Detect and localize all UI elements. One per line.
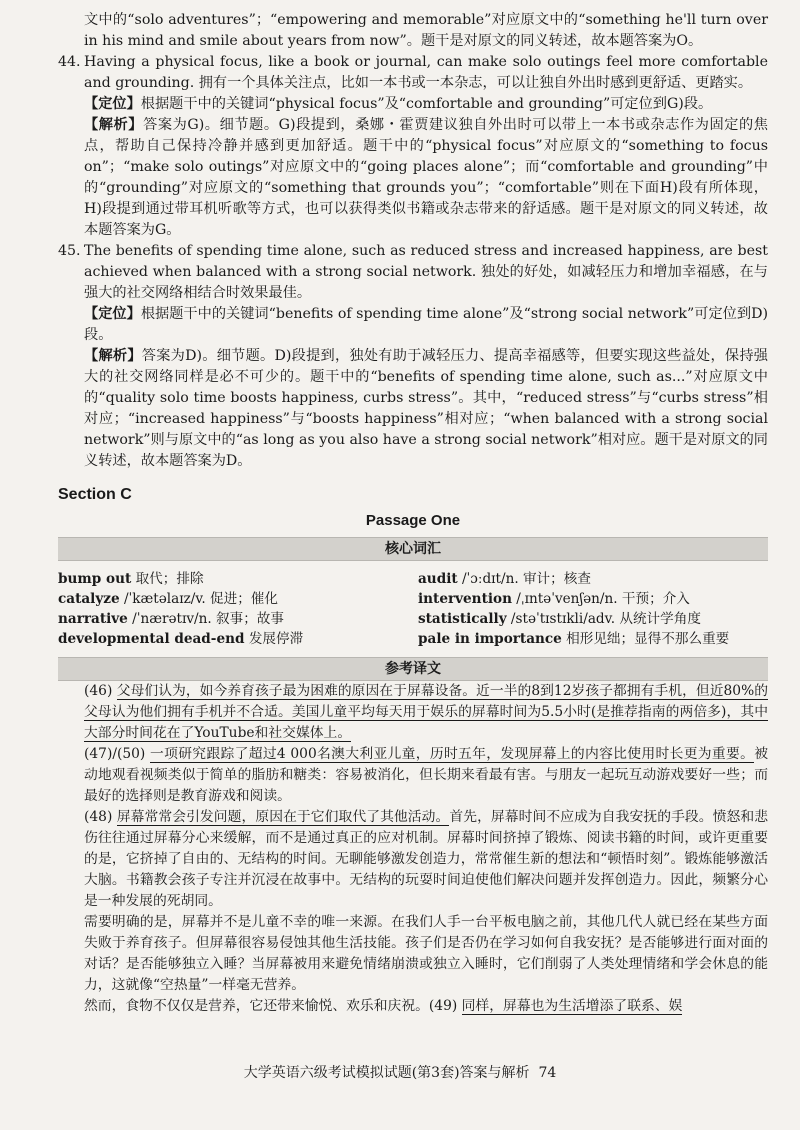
vocab-def: /ˌɪntəˈvenʃən/n. 干预；介入 [516, 591, 690, 607]
vocab-item [58, 569, 408, 589]
q44-analysis-text: 答案为G)。细节题。G)段提到，桑娜・霍贾建议独自外出时可以带上一本书或杂志作为固定的焦点，帮助自己保持冷静并感到更加舒适。题干中的“physical focus”对应原文的“something to focus on”；“make solo outings”对应原文中的“going places alone”；而“comfortable and grounding”中的“grounding”对应原文的“something that grounds you”；“comfortable”则在下面H)段有所体现，H)段提到通过带耳机听歌等方式，也可以获得类似书籍或杂志带来的舒适感。题干是对原文的同义转述，故本题答案为G。 [84, 117, 768, 238]
trans-p1-underlined: 父母们认为，如今养育孩子最为困难的原因在于屏幕设备。近一半的8到12岁孩子都拥有手机，但近80%的父母认为他们拥有手机并不合适。美国儿童平均每天用于娱乐的屏幕时间为5.5小时(是推荐指南的两倍多)，其中大部分时间花在了YouTube和社交媒体上。 [84, 683, 769, 741]
trans-p3-text: 首先，屏幕时间不应成为自我安抚的手段。愤怒和悲伤往往通过屏幕分心来缓解，而不是通过真正的应对机制。屏幕时间挤掉了锻炼、阅读书籍的时间，或许更重要的是，它挤掉了自由的、无结构的时间。无聊能够激发创造力，常常催生新的想法和“顿悟时刻”。锻炼能够激活大脑。书籍教会孩子专注并沉浸在故事中。无结构的玩耍时间迫使他们解决问题并发挥创造力。因此，频繁分心是一种发展的死胡同。 [84, 809, 769, 909]
q44-number: 44. [58, 54, 81, 70]
vocab-def: /stəˈtɪstɪkli/adv. 从统计学角度 [510, 611, 701, 627]
vocab-item [418, 589, 768, 609]
vocab-list [58, 569, 768, 649]
vocab-item [58, 609, 408, 629]
vocab-word: narrative [58, 611, 128, 627]
trans-para-4: 需要明确的是，屏幕并不是儿童不幸的唯一来源。在我们人手一台平板电脑之前，其他几代人就已经在某些方面失败于养育孩子。但屏幕很容易侵蚀其他生活技能。孩子们是否仍在学习如何自我安抚？是否能够进行面对面的对话？是否能够独立入睡？当屏幕被用来避免情绪崩溃或独立入睡时，它们削弱了人类处理情绪和学会休息的能力，这就像“空热量”一样毫无营养。 [84, 914, 768, 993]
vocab-word: bump out [58, 571, 132, 587]
vocab-def: /ˈkætəlaɪz/v. 促进；催化 [123, 591, 278, 607]
trans-p5-number: (49) [428, 998, 458, 1014]
vocab-def: 取代；排除 [135, 571, 204, 587]
trans-para-1 [58, 681, 768, 744]
trans-p2-number: (47)/(50) [84, 746, 146, 762]
q45-analysis [58, 346, 768, 472]
trans-p2-text: 被动地观看视频类似于简单的脂肪和糖类：容易被消化，但长期来看最有害。与朋友一起玩互动游戏要好一些；而最好的选择则是教育游戏和阅读。 [84, 746, 769, 804]
footer-title: 大学英语六级考试模拟试题(第3套)答案与解析 [243, 1065, 530, 1081]
vocab-def: 相形见绌；显得不那么重要 [566, 631, 730, 647]
vocab-word: statistically [418, 611, 507, 627]
q44-stem: Having a physical focus, like a book or journal, can make solo outings feel more comfortable and grounding. 拥有一个具体关注点，比如一本书或一本杂志，可以让独自外出时感到更舒适、更踏实。 [84, 54, 768, 91]
q44-locate-tag: 【定位】 [84, 96, 141, 112]
vocab-def: /ˈnærətɪv/n. 叙事；故事 [132, 611, 284, 627]
q45-analysis-text: 答案为D)。细节题。D)段提到，独处有助于减轻压力、提高幸福感等，但要实现这些益处，保持强大的社交网络同样是必不可少的。题干中的“benefits of spending time alone, such as...”对应原文中的“quality solo time boosts happiness, curbs stress”。其中，“reduced stress”与“curbs stress”相对应；“increased happiness”与“boosts happiness”相对应；“when balanced with a strong social network”则与原文中的“as long as you also have a strong social network”相对应。题干是对原文的同义转述，故本题答案为D。 [84, 348, 768, 469]
vocab-def: 发展停滞 [248, 631, 304, 647]
vocab-item [418, 569, 768, 589]
page-number: 74 [538, 1065, 557, 1081]
trans-para-5 [58, 996, 768, 1017]
vocab-word: intervention [418, 591, 512, 607]
vocab-item [58, 629, 408, 649]
page-content [58, 10, 768, 1017]
q43-continuation: 文中的“solo adventures”；“empowering and memorable”对应原文中的“something he'll turn over in his mind and smile about years from now”。题干是对原文的同义转述，故本题答案为O。 [84, 12, 768, 49]
trans-para-2 [58, 744, 768, 807]
q44-analysis-tag: 【解析】 [84, 117, 144, 133]
vocab-word: pale in importance [418, 631, 562, 647]
q45-stem: The benefits of spending time alone, such as reduced stress and increased happiness, are best achieved when balanced with a strong social network. 独处的好处，如减轻压力和增加幸福感，在与强大的社交网络相结合时效果最佳。 [84, 243, 768, 301]
q45-locate [58, 304, 768, 346]
vocab-item [418, 629, 768, 649]
trans-p2-underlined: 一项研究跟踪了超过4 000名澳大利亚儿童，历时五年，发现屏幕上的内容比使用时长更为重要。 [150, 746, 755, 762]
vocab-def: /ˈɔːdɪt/n. 审计；核查 [461, 571, 591, 587]
q44-locate-text: 根据题干中的关键词“physical focus”及“comfortable and grounding”可定位到G)段。 [140, 96, 713, 112]
vocab-item [58, 589, 408, 609]
trans-p5-text: 然而，食物不仅仅是营养，它还带来愉悦、欢乐和庆祝。 [84, 998, 429, 1014]
q45-number: 45. [58, 243, 81, 259]
passage-heading: Passage One [365, 512, 461, 529]
q45-locate-text: 根据题干中的关键词“benefits of spending time alone”及“strong social network”可定位到D)段。 [84, 306, 768, 343]
vocab-word: catalyze [58, 591, 120, 607]
q44-analysis [58, 115, 768, 241]
page-footer [0, 1062, 800, 1082]
question-45 [58, 241, 768, 304]
q44-locate [58, 94, 768, 115]
trans-p1-number: (46) [84, 683, 113, 699]
question-44 [58, 52, 768, 94]
q45-locate-tag: 【定位】 [84, 306, 141, 322]
trans-para-3 [58, 807, 768, 912]
trans-p3-number: (48) [84, 809, 113, 825]
vocab-word: developmental dead-end [58, 631, 245, 647]
section-heading: Section C [58, 486, 132, 503]
trans-p5-underlined: 同样，屏幕也为生活增添了联系、娱 [461, 998, 683, 1014]
translation-title-bar: 参考译文 [58, 657, 768, 681]
vocab-item [418, 609, 768, 629]
q45-analysis-tag: 【解析】 [84, 348, 142, 364]
vocab-word: audit [418, 571, 458, 587]
translation-body [58, 681, 768, 1017]
trans-p3-underlined: 屏幕常常会引发问题，原因在于它们取代了其他活动。 [116, 809, 450, 825]
vocab-title-bar: 核心词汇 [58, 537, 768, 561]
